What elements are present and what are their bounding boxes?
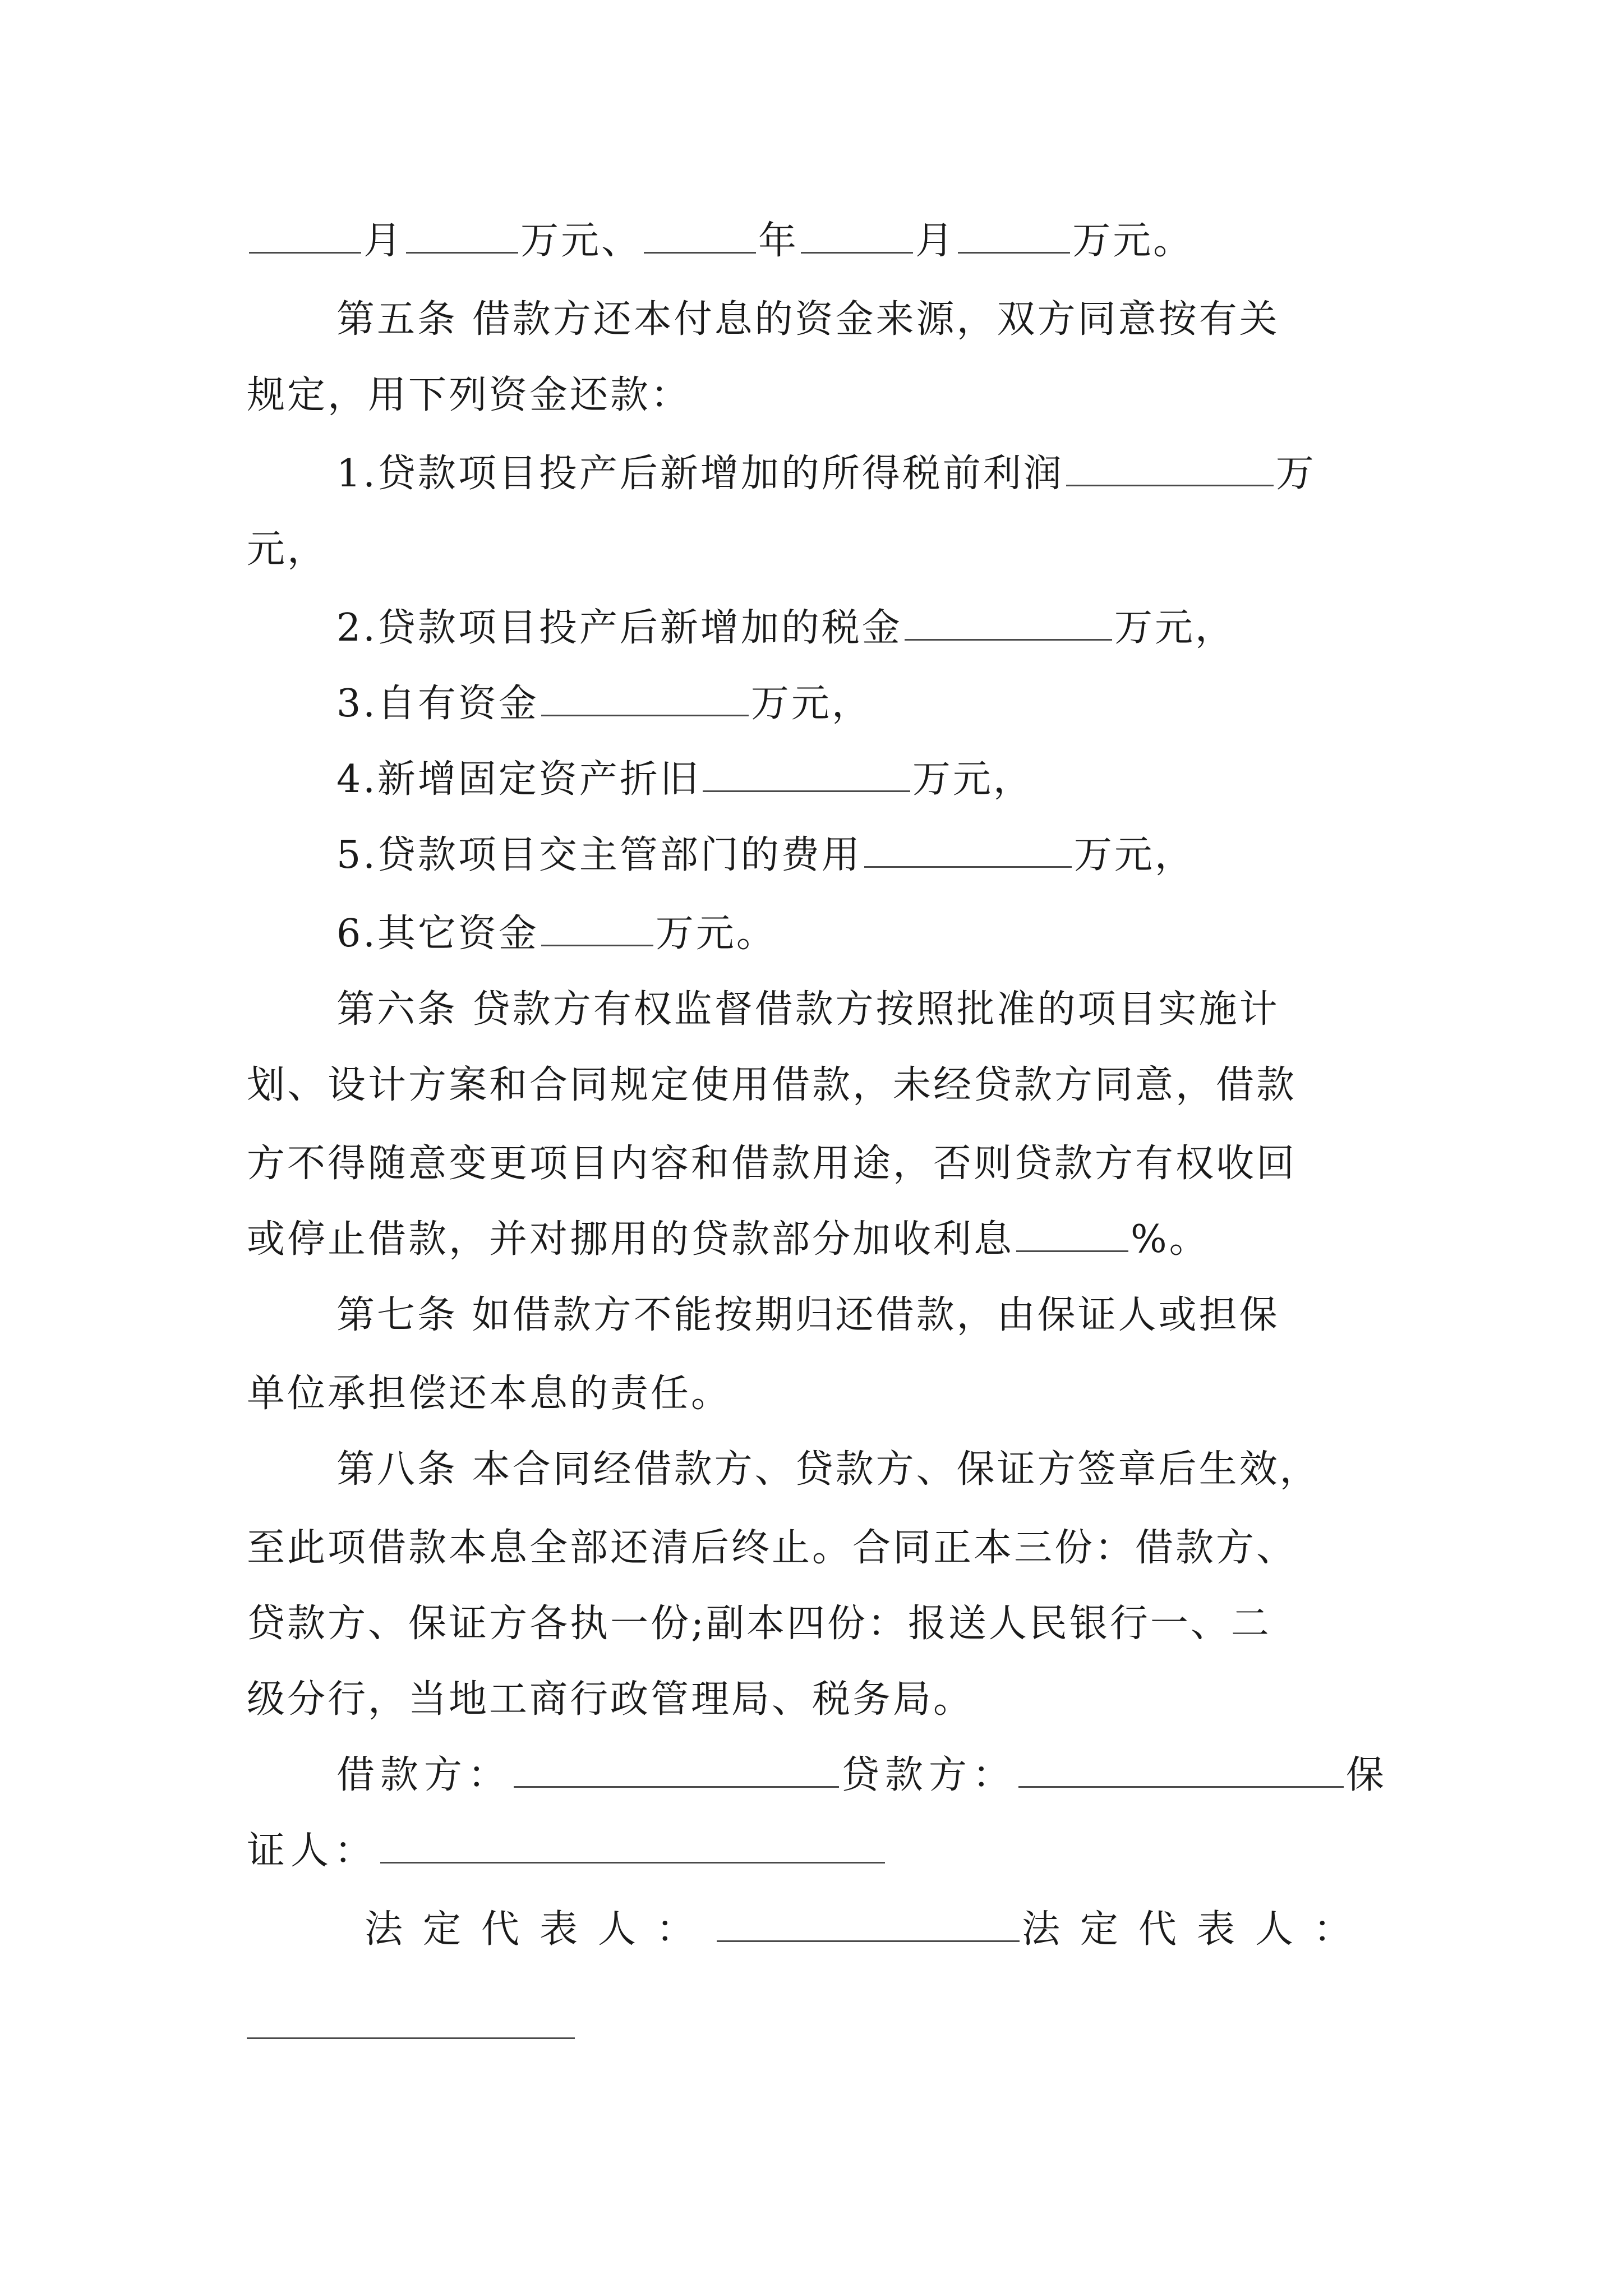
guarantor-label: 保 bbox=[1346, 1753, 1390, 1797]
article-6-line-4 bbox=[247, 1209, 1413, 1271]
interest-unit: %。 bbox=[1131, 1217, 1210, 1262]
item-6-line bbox=[336, 903, 1413, 965]
item-1-unit: 万 bbox=[1275, 452, 1316, 496]
blank-field bbox=[958, 217, 1070, 254]
item-6-text: 6.其它资金 bbox=[336, 912, 539, 956]
blank-field bbox=[406, 217, 518, 254]
item-2-unit: 万元， bbox=[1114, 606, 1235, 650]
payment-schedule-line bbox=[247, 210, 1413, 272]
blank-field bbox=[541, 910, 653, 946]
item-3-unit: 万元， bbox=[750, 682, 872, 726]
item-3-line bbox=[336, 673, 1413, 735]
item-5-unit: 万元， bbox=[1073, 833, 1195, 877]
item-1-text: 1.贷款项目投产后新增加的所得税前利润 bbox=[336, 452, 1064, 496]
article-6-line-1: 第六条 贷款方有权监督借款方按照批准的项目实施计 bbox=[336, 987, 1280, 1032]
legal-rep-label: 法定代表人： bbox=[365, 1907, 715, 1952]
text-month: 月 bbox=[363, 219, 404, 263]
article-8-line-2: 至此项借款本息全部还清后终止。合同正本三份：借款方、 bbox=[247, 1526, 1297, 1570]
article-6-line-3: 方不得随意变更项目内容和借款用途，否则贷款方有权收回 bbox=[247, 1142, 1297, 1186]
item-3-text: 3.自有资金 bbox=[336, 682, 539, 726]
blank-field bbox=[703, 756, 910, 792]
item-2-text: 2.贷款项目投产后新增加的税金 bbox=[336, 606, 902, 650]
guarantor-label: 证人： bbox=[247, 1829, 379, 1873]
item-5-text: 5.贷款项目交主管部门的费用 bbox=[336, 833, 862, 877]
guarantor-signature-blank bbox=[380, 1827, 885, 1864]
item-2-line bbox=[336, 597, 1413, 659]
article-7-line-1: 第七条 如借款方不能按期归还借款，由保证人或担保 bbox=[336, 1293, 1280, 1337]
blank-field bbox=[905, 604, 1112, 641]
legal-rep-label: 法定代表人： bbox=[1022, 1907, 1372, 1952]
article-8-line-1: 第八条 本合同经借款方、贷款方、保证方签章后生效， bbox=[336, 1447, 1320, 1492]
blank-field bbox=[1016, 1216, 1128, 1252]
article-6-text: 或停止借款，并对挪用的贷款部分加收利息 bbox=[247, 1217, 1015, 1262]
article-8-line-3: 贷款方、保证方各执一份;副本四份：报送人民银行一、二 bbox=[247, 1602, 1271, 1646]
item-1-line bbox=[336, 443, 1413, 505]
blank-field bbox=[801, 217, 913, 254]
signature-line-1 bbox=[336, 1745, 1413, 1806]
text-month: 月 bbox=[915, 219, 956, 263]
blank-field bbox=[541, 680, 749, 716]
item-1-continuation: 元， bbox=[247, 527, 328, 572]
signature-line-2 bbox=[247, 1820, 1413, 1882]
blank-field bbox=[864, 831, 1072, 868]
text-year: 年 bbox=[758, 219, 799, 263]
article-6-line-2: 划、设计方案和合同规定使用借款，未经贷款方同意，借款 bbox=[247, 1063, 1297, 1107]
lender-signature-blank bbox=[1018, 1751, 1344, 1788]
legal-rep-signature-blank bbox=[247, 2037, 575, 2039]
article-8-line-4: 级分行，当地工商行政管理局、税务局。 bbox=[247, 1677, 974, 1722]
text-amount: 万元、 bbox=[520, 219, 642, 263]
text-amount: 万元。 bbox=[1072, 219, 1194, 263]
blank-field bbox=[249, 217, 361, 254]
item-4-text: 4.新增固定资产折旧 bbox=[336, 757, 700, 802]
lender-label: 贷款方： bbox=[841, 1753, 1017, 1797]
article-5-line-1: 第五条 借款方还本付息的资金来源，双方同意按有关 bbox=[336, 297, 1280, 342]
signature-line-3 bbox=[365, 1899, 1413, 1961]
legal-rep-signature-blank bbox=[717, 1906, 1020, 1942]
borrower-signature-blank bbox=[514, 1751, 839, 1788]
item-4-unit: 万元， bbox=[912, 757, 1034, 802]
item-5-line bbox=[336, 825, 1413, 886]
article-7-line-2: 单位承担偿还本息的责任。 bbox=[247, 1372, 732, 1416]
blank-field bbox=[644, 217, 756, 254]
borrower-label: 借款方： bbox=[336, 1753, 512, 1797]
item-6-unit: 万元。 bbox=[655, 912, 777, 956]
article-5-line-2: 规定，用下列资金还款： bbox=[247, 373, 691, 417]
blank-field bbox=[1066, 450, 1274, 486]
item-4-line bbox=[336, 749, 1413, 811]
